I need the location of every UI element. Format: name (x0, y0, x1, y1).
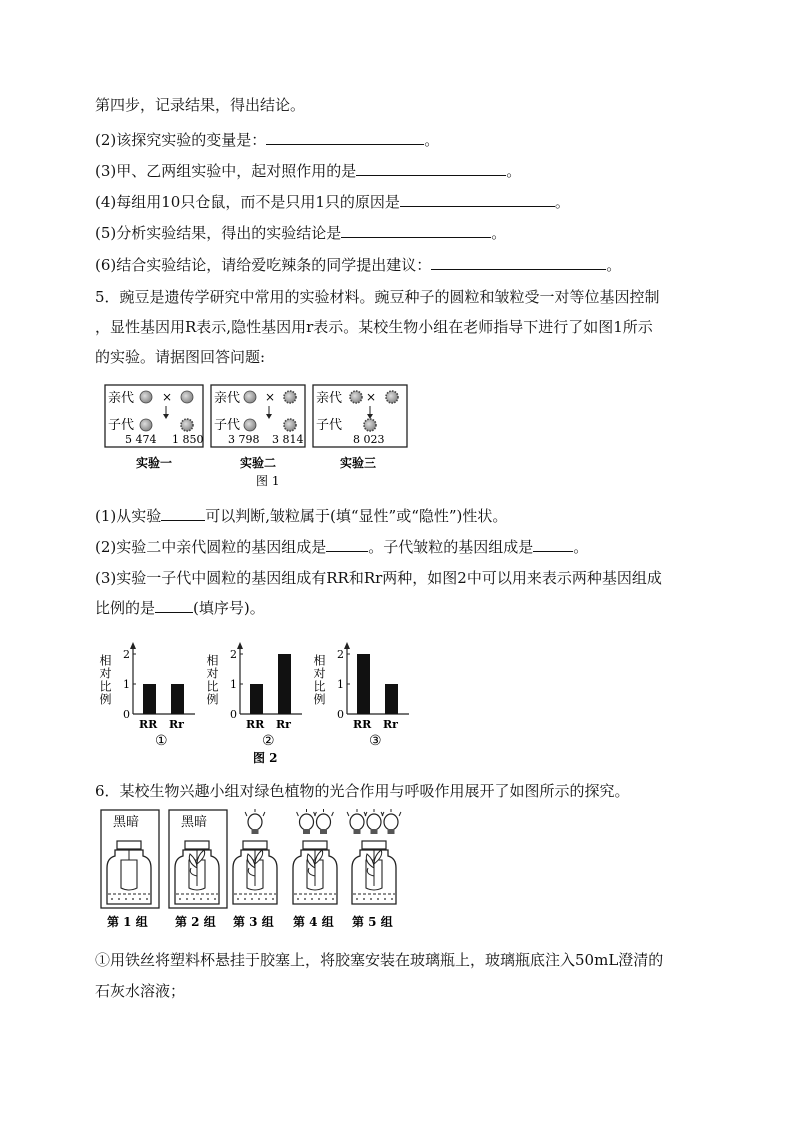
q5-intro-line1: 5．豌豆是遗传学研究中常用的实验材料。豌豆种子的圆粒和皱粒受一对等位基因控制 (95, 288, 660, 306)
bar-Rr (385, 684, 398, 714)
jar-with-plant (352, 841, 396, 904)
q5-part2: (2)实验二中亲代圆粒的基因组成是 。子代皱粒的基因组成是 。 (95, 538, 589, 556)
q5-intro-line3: 的实验。请据图回答问题: (95, 348, 266, 366)
figure-3-experiment-setup (95, 808, 405, 936)
arrow-down-icon (266, 414, 272, 419)
q4-part5: (5)分析实验结果，得出的实验结论是 。 (95, 224, 507, 242)
bar-RR (143, 684, 156, 714)
child-label: 子代 (316, 418, 343, 433)
group-label: 第 2 组 (175, 915, 216, 929)
wrinkled-pea-icon (284, 391, 296, 403)
parent-label: 亲代 (316, 391, 343, 406)
round-pea-icon (140, 419, 152, 431)
bar-chart-3 (312, 642, 409, 749)
y-tick-label: 1 (230, 678, 237, 691)
y-tick-label: 2 (337, 648, 344, 661)
count-wrinkled: 3 814 (272, 433, 304, 446)
answer-blank[interactable] (161, 506, 205, 521)
round-pea-icon (244, 391, 256, 403)
stopper (117, 841, 141, 849)
q4-part2: (2)该探究实验的变量是： 。 (95, 131, 440, 149)
bar-Rr (171, 684, 184, 714)
answer-blank[interactable] (341, 223, 491, 238)
y-tick-label: 0 (123, 708, 130, 721)
limewater (294, 894, 336, 903)
figure-2-caption: 图 2 (253, 751, 278, 765)
q5-part3-line1: (3)实验一子代中圆粒的基因组成有RR和Rr两种，如图2中可以用来表示两种基因组成 (95, 569, 662, 587)
plastic-cup (121, 860, 137, 890)
y-axis-arrow-icon (237, 642, 243, 649)
group-label: 第 1 组 (107, 915, 148, 929)
jar-with-plant (233, 841, 277, 904)
y-tick-label: 2 (123, 648, 130, 661)
q4-part4: (4)每组用10只仓鼠，而不是只用1只的原因是 。 (95, 193, 570, 211)
x-tick-label: RR (246, 718, 265, 731)
limewater (108, 894, 150, 903)
experiment-2-label: 实验二 (240, 456, 277, 470)
stopper (185, 841, 209, 849)
q4-part6: (6)结合实验结论，请给爱吃辣条的同学提出建议： 。 (95, 256, 622, 274)
answer-blank[interactable] (400, 192, 555, 207)
jar-empty-cup (107, 841, 151, 904)
q4-part3: (3)甲、乙两组实验中，起对照作用的是 。 (95, 162, 522, 180)
count-wrinkled: 8 023 (353, 433, 385, 446)
experiment-2-box (211, 385, 305, 470)
parent-label: 亲代 (108, 391, 135, 406)
q6-step1-line1: ①用铁丝将塑料杯悬挂于胶塞上，将胶塞安装在玻璃瓶上，玻璃瓶底注入50mL澄清的 (95, 951, 664, 969)
y-axis-arrow-icon (130, 642, 136, 649)
experiment-1-label: 实验一 (136, 456, 173, 470)
group-5 (347, 809, 401, 929)
jar-with-plant (293, 841, 337, 904)
group-1 (101, 810, 159, 929)
q5-part3-line2: 比例的是 (填序号)。 (95, 599, 265, 617)
answer-blank[interactable] (356, 161, 506, 176)
wrinkled-pea-icon (181, 419, 193, 431)
limewater (234, 894, 276, 903)
bar-RR (357, 654, 370, 714)
count-round: 5 474 (125, 433, 157, 446)
y-tick-label: 1 (123, 678, 130, 691)
y-axis-label: 相对比例 (312, 654, 326, 706)
stopper (243, 841, 267, 849)
group-label: 第 5 组 (352, 915, 393, 929)
group-label: 第 4 组 (293, 915, 334, 929)
count-round: 3 798 (228, 433, 260, 446)
cross-symbol: × (366, 390, 377, 404)
figure-2 (95, 632, 415, 767)
wrinkled-pea-icon (284, 419, 296, 431)
chart-number-label: ① (155, 733, 168, 749)
limewater (176, 894, 218, 903)
q6-intro: 6．某校生物兴趣小组对绿色植物的光合作用与呼吸作用展开了如图所示的探究。 (95, 782, 630, 800)
child-label: 子代 (214, 418, 241, 433)
experiment-3-box (313, 385, 407, 470)
y-axis-arrow-icon (344, 642, 350, 649)
q6-step1-line2: 石灰水溶液； (95, 982, 186, 1000)
x-tick-label: Rr (276, 718, 291, 731)
answer-blank[interactable] (326, 537, 368, 552)
group-2 (169, 810, 227, 929)
round-pea-icon (140, 391, 152, 403)
y-tick-label: 0 (337, 708, 344, 721)
q5-part1: (1)从实验 可以判断,皱粒属于(填“显性”或“隐性”)性状。 (95, 507, 508, 525)
group-4 (293, 809, 337, 929)
experiment-1-box (105, 385, 204, 470)
arrow-down-icon (367, 414, 373, 419)
x-tick-label: Rr (169, 718, 184, 731)
x-tick-label: RR (353, 718, 372, 731)
answer-blank[interactable] (431, 255, 606, 270)
count-wrinkled: 1 850 (172, 433, 204, 446)
arrow-down-icon (163, 414, 169, 419)
stopper (362, 841, 386, 849)
figure-1 (100, 380, 420, 490)
answer-blank[interactable] (533, 537, 573, 552)
figure-1-caption: 图 1 (256, 474, 280, 488)
stopper (303, 841, 327, 849)
y-axis-label: 相对比例 (98, 654, 112, 706)
dark-label: 黑暗 (181, 815, 208, 830)
wrinkled-pea-icon (350, 391, 362, 403)
light-bulb-icon (245, 809, 265, 834)
group-3 (233, 809, 277, 929)
y-tick-label: 1 (337, 678, 344, 691)
experiment-3-label: 实验三 (340, 456, 377, 470)
cross-symbol: × (162, 390, 173, 404)
answer-blank[interactable] (155, 598, 193, 613)
dark-label: 黑暗 (113, 815, 140, 830)
round-pea-icon (181, 391, 193, 403)
round-pea-icon (244, 419, 256, 431)
y-axis-label: 相对比例 (205, 654, 219, 706)
bar-chart-1 (98, 642, 195, 749)
bar-chart-2 (205, 642, 302, 749)
parent-label: 亲代 (214, 391, 241, 406)
bar-Rr (278, 654, 291, 714)
bar-RR (250, 684, 263, 714)
y-tick-label: 2 (230, 648, 237, 661)
answer-blank[interactable] (266, 130, 424, 145)
x-tick-label: RR (139, 718, 158, 731)
step4-text: 第四步，记录结果，得出结论。 (95, 96, 306, 114)
wrinkled-pea-icon (364, 419, 376, 431)
jar-with-plant (175, 841, 219, 904)
chart-number-label: ② (262, 733, 275, 749)
limewater (353, 894, 395, 903)
q5-intro-line2: ，显性基因用R表示,隐性基因用r表示。某校生物小组在老师指导下进行了如图1所示 (95, 318, 653, 336)
cross-symbol: × (265, 390, 276, 404)
chart-number-label: ③ (369, 733, 382, 749)
x-tick-label: Rr (383, 718, 398, 731)
group-label: 第 3 组 (233, 915, 274, 929)
child-label: 子代 (108, 418, 135, 433)
y-tick-label: 0 (230, 708, 237, 721)
wrinkled-pea-icon (386, 391, 398, 403)
